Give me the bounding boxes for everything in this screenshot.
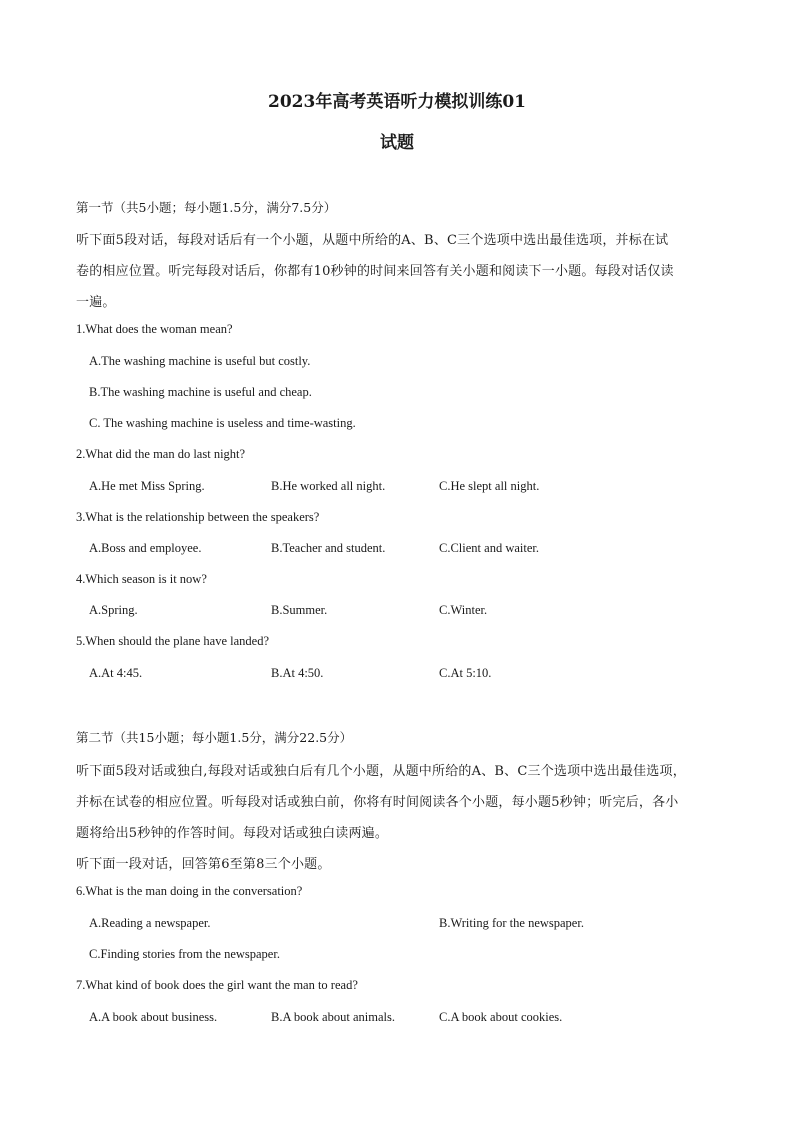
q1-option-b: B.The washing machine is useful and cheap. bbox=[89, 385, 312, 399]
section1-header: 第一节（共5小题；每小题1.5分，满分7.5分） bbox=[76, 200, 337, 215]
section1-intro-line: 听下面5段对话，每段对话后有一个小题，从题中所给的A、B、C三个选项中选出最佳选项，并标在试 bbox=[76, 233, 669, 248]
q5-option-c: C.At 5:10. bbox=[439, 666, 492, 680]
q5-option-b: B.At 4:50. bbox=[271, 666, 324, 680]
q2-option-a: A.He met Miss Spring. bbox=[89, 479, 205, 493]
q1-option-c: C. The washing machine is useless and time-wasting. bbox=[89, 416, 356, 430]
section1-intro-line: 一遍。 bbox=[76, 295, 116, 310]
question-3: 3.What is the relationship between the speakers? bbox=[76, 510, 320, 524]
q4-option-b: B.Summer. bbox=[271, 603, 328, 617]
q6-option-c: C.Finding stories from the newspaper. bbox=[89, 947, 280, 961]
q3-option-a: A.Boss and employee. bbox=[89, 541, 202, 555]
section2-intro-line: 题将给出5秒钟的作答时间。每段对话或独白读两遍。 bbox=[76, 826, 389, 841]
page-subtitle: 试题 bbox=[380, 133, 414, 153]
question-1: 1.What does the woman mean? bbox=[76, 322, 233, 336]
q6-option-a: A.Reading a newspaper. bbox=[89, 916, 211, 930]
q3-option-b: B.Teacher and student. bbox=[271, 541, 386, 555]
q3-option-c: C.Client and waiter. bbox=[439, 541, 539, 555]
question-7: 7.What kind of book does the girl want the man to read? bbox=[76, 978, 358, 992]
q7-option-a: A.A book about business. bbox=[89, 1010, 218, 1024]
q4-option-c: C.Winter. bbox=[439, 603, 488, 617]
q7-option-b: B.A book about animals. bbox=[271, 1010, 395, 1024]
section2-header: 第二节（共15小题；每小题1.5分，满分22.5分） bbox=[76, 730, 353, 745]
q5-option-a: A.At 4:45. bbox=[89, 666, 143, 680]
section1-intro-line: 卷的相应位置。听完每段对话后，你都有10秒钟的时间来回答有关小题和阅读下一小题。每段对话仅读 bbox=[76, 264, 674, 279]
q4-option-a: A.Spring. bbox=[89, 603, 138, 617]
page-title: 2023年高考英语听力模拟训练01 bbox=[268, 92, 526, 112]
q1-option-a: A.The washing machine is useful but costly. bbox=[89, 354, 311, 368]
section2-instruction: 听下面一段对话，回答第6至第8三个小题。 bbox=[76, 857, 331, 872]
q2-option-b: B.He worked all night. bbox=[271, 479, 386, 493]
question-4: 4.Which season is it now? bbox=[76, 572, 207, 586]
question-5: 5.When should the plane have landed? bbox=[76, 634, 269, 648]
section2-intro-line: 听下面5段对话或独白,每段对话或独白后有几个小题，从题中所给的A、B、C三个选项中选出最佳选项， bbox=[76, 764, 686, 779]
section2-intro-line: 并标在试卷的相应位置。听每段对话或独白前，你将有时间阅读各个小题，每小题5秒钟；听完后，各小 bbox=[76, 795, 679, 810]
q6-option-b: B.Writing for the newspaper. bbox=[439, 916, 584, 930]
q2-option-c: C.He slept all night. bbox=[439, 479, 540, 493]
q7-option-c: C.A book about cookies. bbox=[439, 1010, 563, 1024]
question-2: 2.What did the man do last night? bbox=[76, 447, 246, 461]
question-6: 6.What is the man doing in the conversation? bbox=[76, 884, 303, 898]
